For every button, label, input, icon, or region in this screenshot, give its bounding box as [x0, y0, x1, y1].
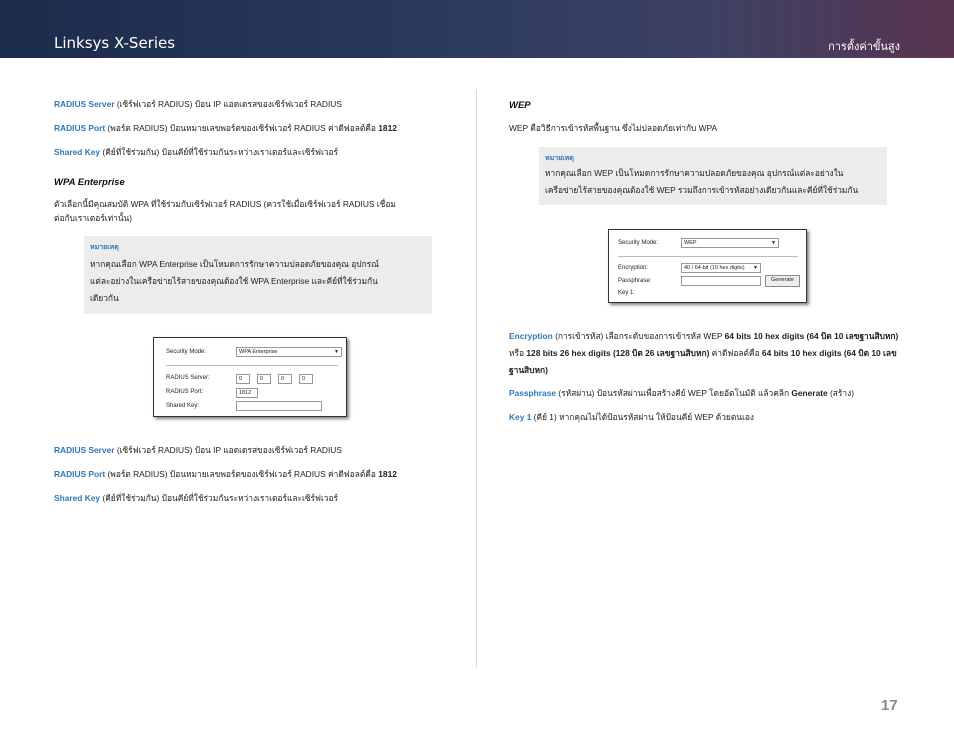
- radius-port-para: [54, 121, 397, 135]
- passphrase-para: [509, 386, 854, 400]
- security-mode-label: Security Mode:: [166, 349, 207, 355]
- chevron-down-icon: ▼: [771, 240, 776, 246]
- encryption-text: (การเข้ารหัส) เลือกระดับของการเข้ารหัส WEP: [552, 331, 725, 341]
- radius-port-text: (พอร์ต RADIUS) ป้อนหมายเลขพอร์ตของเซิร์ฟเวอร์ RADIUS ค่าดีฟอลต์คือ: [105, 123, 379, 133]
- wep-screenshot: [608, 229, 807, 303]
- encryption-select[interactable]: [681, 263, 761, 273]
- radius-port-default: 1812: [378, 469, 397, 479]
- radius-port-input[interactable]: 1812: [236, 388, 258, 398]
- note-label: หมายเหตุ: [545, 155, 574, 162]
- page-number: 17: [881, 697, 898, 714]
- key1-label: Key 1:: [618, 290, 636, 296]
- shared-key-para-2: [54, 491, 338, 505]
- key1-para: [509, 410, 754, 424]
- passphrase-input[interactable]: [681, 276, 761, 286]
- radius-server-term: RADIUS Server: [54, 445, 115, 455]
- separator: [166, 365, 338, 366]
- note-line: แต่ละอย่างในเครือข่ายไร้สายของคุณต้องใช้ WPA Enterprise และคีย์ที่ใช้ร่วมกัน: [90, 276, 378, 286]
- encryption-value: 40 / 64-bit (10 hex digits): [684, 265, 745, 271]
- wep-heading: WEP: [509, 100, 531, 111]
- header-section: การตั้งค่าขั้นสูง: [828, 40, 900, 53]
- radius-server-octet-4[interactable]: 0: [299, 374, 313, 384]
- encryption-default-cont: 10 hex digits (64 บิต 10 เลขฐานสิบหก): [509, 348, 897, 375]
- shared-key-term: Shared Key: [54, 493, 101, 503]
- radius-server-label: RADIUS Server:: [166, 375, 210, 381]
- radius-port-label: RADIUS Port:: [166, 389, 204, 395]
- security-mode-label: Security Mode:: [618, 240, 659, 246]
- radius-server-octet-3[interactable]: 0: [278, 374, 292, 384]
- note-line: หากคุณเลือก WPA Enterprise เป็นโหมดการรักษาความปลอดภัยของคุณ อุปกรณ์: [90, 259, 379, 269]
- wpa-enterprise-heading: WPA Enterprise: [54, 177, 125, 188]
- radius-server-octet-1[interactable]: 0: [236, 374, 250, 384]
- radius-port-term: RADIUS Port: [54, 469, 106, 479]
- passphrase-term: Passphrase: [509, 388, 557, 398]
- passphrase-text: (รหัสผ่าน) ป้อนรหัสผ่านเพื่อสร้างคีย์ WEP โดยอัตโนมัติ แล้วคลิก: [556, 388, 792, 398]
- header-title: Linksys X-Series: [54, 34, 176, 52]
- encryption-para: [509, 328, 901, 379]
- note-text: [90, 256, 379, 307]
- note-line: เดียวกัน: [90, 293, 119, 303]
- radius-server-text: (เซิร์ฟเวอร์ RADIUS) ป้อน IP แอดเดรสของเซิร์ฟเวอร์ RADIUS: [114, 99, 342, 109]
- radius-port-default: 1812: [378, 123, 397, 133]
- security-mode-select[interactable]: [681, 238, 779, 248]
- radius-port-term: RADIUS Port: [54, 123, 106, 133]
- radius-server-para-2: [54, 443, 342, 457]
- radius-server-term: RADIUS Server: [54, 99, 115, 109]
- generate-button[interactable]: Generate: [765, 275, 800, 287]
- shared-key-para: [54, 145, 338, 159]
- encryption-label: Encryption:: [618, 265, 649, 271]
- chevron-down-icon: ▼: [334, 349, 339, 355]
- shared-key-text: (คีย์ที่ใช้ร่วมกัน) ป้อนคีย์ที่ใช้ร่วมกันระหว่างเราเตอร์และเซิร์ฟเวอร์: [100, 147, 339, 157]
- radius-port-text: (พอร์ต RADIUS) ป้อนหมายเลขพอร์ตของเซิร์ฟเวอร์ RADIUS ค่าดีฟอลต์คือ: [105, 469, 379, 479]
- separator: [618, 256, 798, 257]
- security-mode-select[interactable]: [236, 347, 342, 357]
- key1-text: (คีย์ 1) หากคุณไม่ได้ป้อนรหัสผ่าน ให้ป้อนคีย์ WEP ด้วยตนเอง: [531, 412, 754, 422]
- note-text: [545, 165, 858, 199]
- wep-note-box: [539, 147, 887, 205]
- wep-intro: WEP คือวิธีการเข้ารหัสพื้นฐาน ซึ่งไม่ปลอดภัยเท่ากับ WPA: [509, 123, 718, 133]
- radius-server-octet-2[interactable]: 0: [257, 374, 271, 384]
- wpa-enterprise-screenshot: [153, 337, 347, 417]
- passphrase-label: Passphrase:: [618, 278, 652, 284]
- key1-term: Key 1: [509, 412, 532, 422]
- generate-word: Generate: [791, 388, 828, 398]
- note-line: เครือข่ายไร้สายของคุณต้องใช้ WEP รวมถึงการเข้ารหัสอย่างเดียวกันและคีย์ที่ใช้ร่วมกัน: [545, 185, 859, 195]
- encryption-text: หรือ: [509, 348, 527, 358]
- shared-key-term: Shared Key: [54, 147, 101, 157]
- encryption-text: ค่าดีฟอลต์คือ: [709, 348, 762, 358]
- encryption-option-128: 128 bits 26 hex digits (128 บิต 26 เลขฐานสิบหก): [526, 348, 710, 358]
- encryption-default: 64 bits: [761, 348, 789, 358]
- chevron-down-icon: ▼: [753, 265, 758, 271]
- note-line: หากคุณเลือก WEP เป็นโหมดการรักษาความปลอดภัยของคุณ อุปกรณ์แต่ละอย่างใน: [545, 168, 844, 178]
- encryption-term: Encryption: [509, 331, 553, 341]
- wpa-note-box: [84, 236, 432, 314]
- encryption-option-64: 64 bits 10 hex digits (64 บิต 10: [724, 331, 844, 341]
- radius-port-para-2: [54, 467, 397, 481]
- shared-key-input[interactable]: [236, 401, 322, 411]
- wpa-desc-line2: ต่อกับเราเตอร์เท่านั้น): [54, 213, 133, 223]
- column-divider: [476, 90, 477, 668]
- header-bar: [0, 0, 954, 58]
- security-mode-value: WPA Enterprise: [239, 349, 278, 355]
- radius-server-para: [54, 97, 342, 111]
- shared-key-text: (คีย์ที่ใช้ร่วมกัน) ป้อนคีย์ที่ใช้ร่วมกันระหว่างเราเตอร์และเซิร์ฟเวอร์: [100, 493, 339, 503]
- note-label: หมายเหตุ: [90, 244, 119, 251]
- security-mode-value: WEP: [684, 240, 697, 246]
- radius-server-text: (เซิร์ฟเวอร์ RADIUS) ป้อน IP แอดเดรสของเซิร์ฟเวอร์ RADIUS: [114, 445, 342, 455]
- passphrase-text: (สร้าง): [827, 388, 854, 398]
- wpa-desc-line1: ตัวเลือกนี้มีคุณสมบัติ WPA ที่ใช้ร่วมกับเซิร์ฟเวอร์ RADIUS (ควรใช้เมื่อเซิร์ฟเวอร์ RADIUS เชื่อม: [54, 199, 396, 209]
- encryption-option-64-cont: เลขฐานสิบหก): [845, 331, 899, 341]
- shared-key-label: Shared Key:: [166, 403, 200, 409]
